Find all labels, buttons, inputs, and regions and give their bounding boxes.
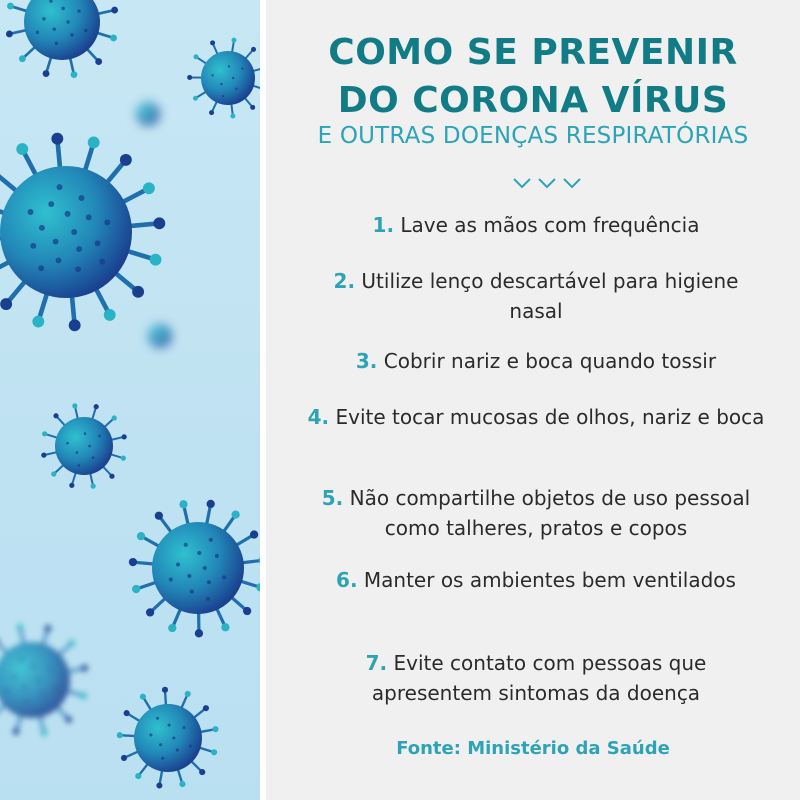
title-line-2: DO CORONA VÍRUS (337, 80, 729, 121)
prevention-tip-5 (306, 483, 766, 543)
tip-number: 5. (321, 486, 344, 510)
virus-icon (187, 38, 260, 119)
prevention-tip-6 (306, 565, 766, 595)
chevron-down-icon (512, 176, 584, 192)
virus-icon (0, 624, 88, 736)
tip-text: Utilize lenço descartável para higiene nasal (361, 269, 739, 323)
prevention-tip-2 (306, 266, 766, 326)
tip-text: Cobrir nariz e boca quando tossir (383, 349, 717, 373)
tip-number: 2. (333, 269, 356, 293)
tip-number: 1. (372, 213, 395, 237)
virus-icon (136, 102, 160, 126)
tip-number: 6. (336, 568, 358, 592)
tip-text: Evite contato com pessoas que apresentem sintomas da doença (371, 651, 707, 705)
tip-text: Não compartilhe objetos de uso pessoal como talheres, pratos e copos (349, 486, 751, 540)
tip-number: 4. (307, 405, 330, 429)
prevention-tip-1 (306, 210, 766, 240)
tip-number: 7. (365, 651, 388, 675)
tip-text: Manter os ambientes bem ventilados (363, 568, 736, 592)
prevention-tip-7 (306, 648, 766, 708)
virus-icon (0, 133, 165, 332)
prevention-tip-4 (306, 402, 766, 432)
virus-icon (6, 0, 118, 78)
virus-illustration-panel (0, 0, 260, 800)
source-credit: Fonte: Ministério da Saúde (396, 738, 670, 759)
subtitle: E OUTRAS DOENÇAS RESPIRATÓRIAS (317, 123, 749, 149)
tip-text: Evite tocar mucosas de olhos, nariz e boca (335, 405, 765, 429)
tip-number: 3. (355, 349, 378, 373)
virus-illustration (0, 0, 260, 800)
virus-icon (129, 500, 260, 638)
title-line-1: COMO SE PREVENIR (328, 32, 738, 73)
prevention-tip-3 (306, 346, 766, 376)
virus-icon (41, 403, 127, 489)
virus-icon (117, 687, 219, 789)
tip-text: Lave as mãos com frequência (400, 213, 700, 237)
virus-icon (148, 324, 172, 348)
content-panel (266, 0, 800, 800)
